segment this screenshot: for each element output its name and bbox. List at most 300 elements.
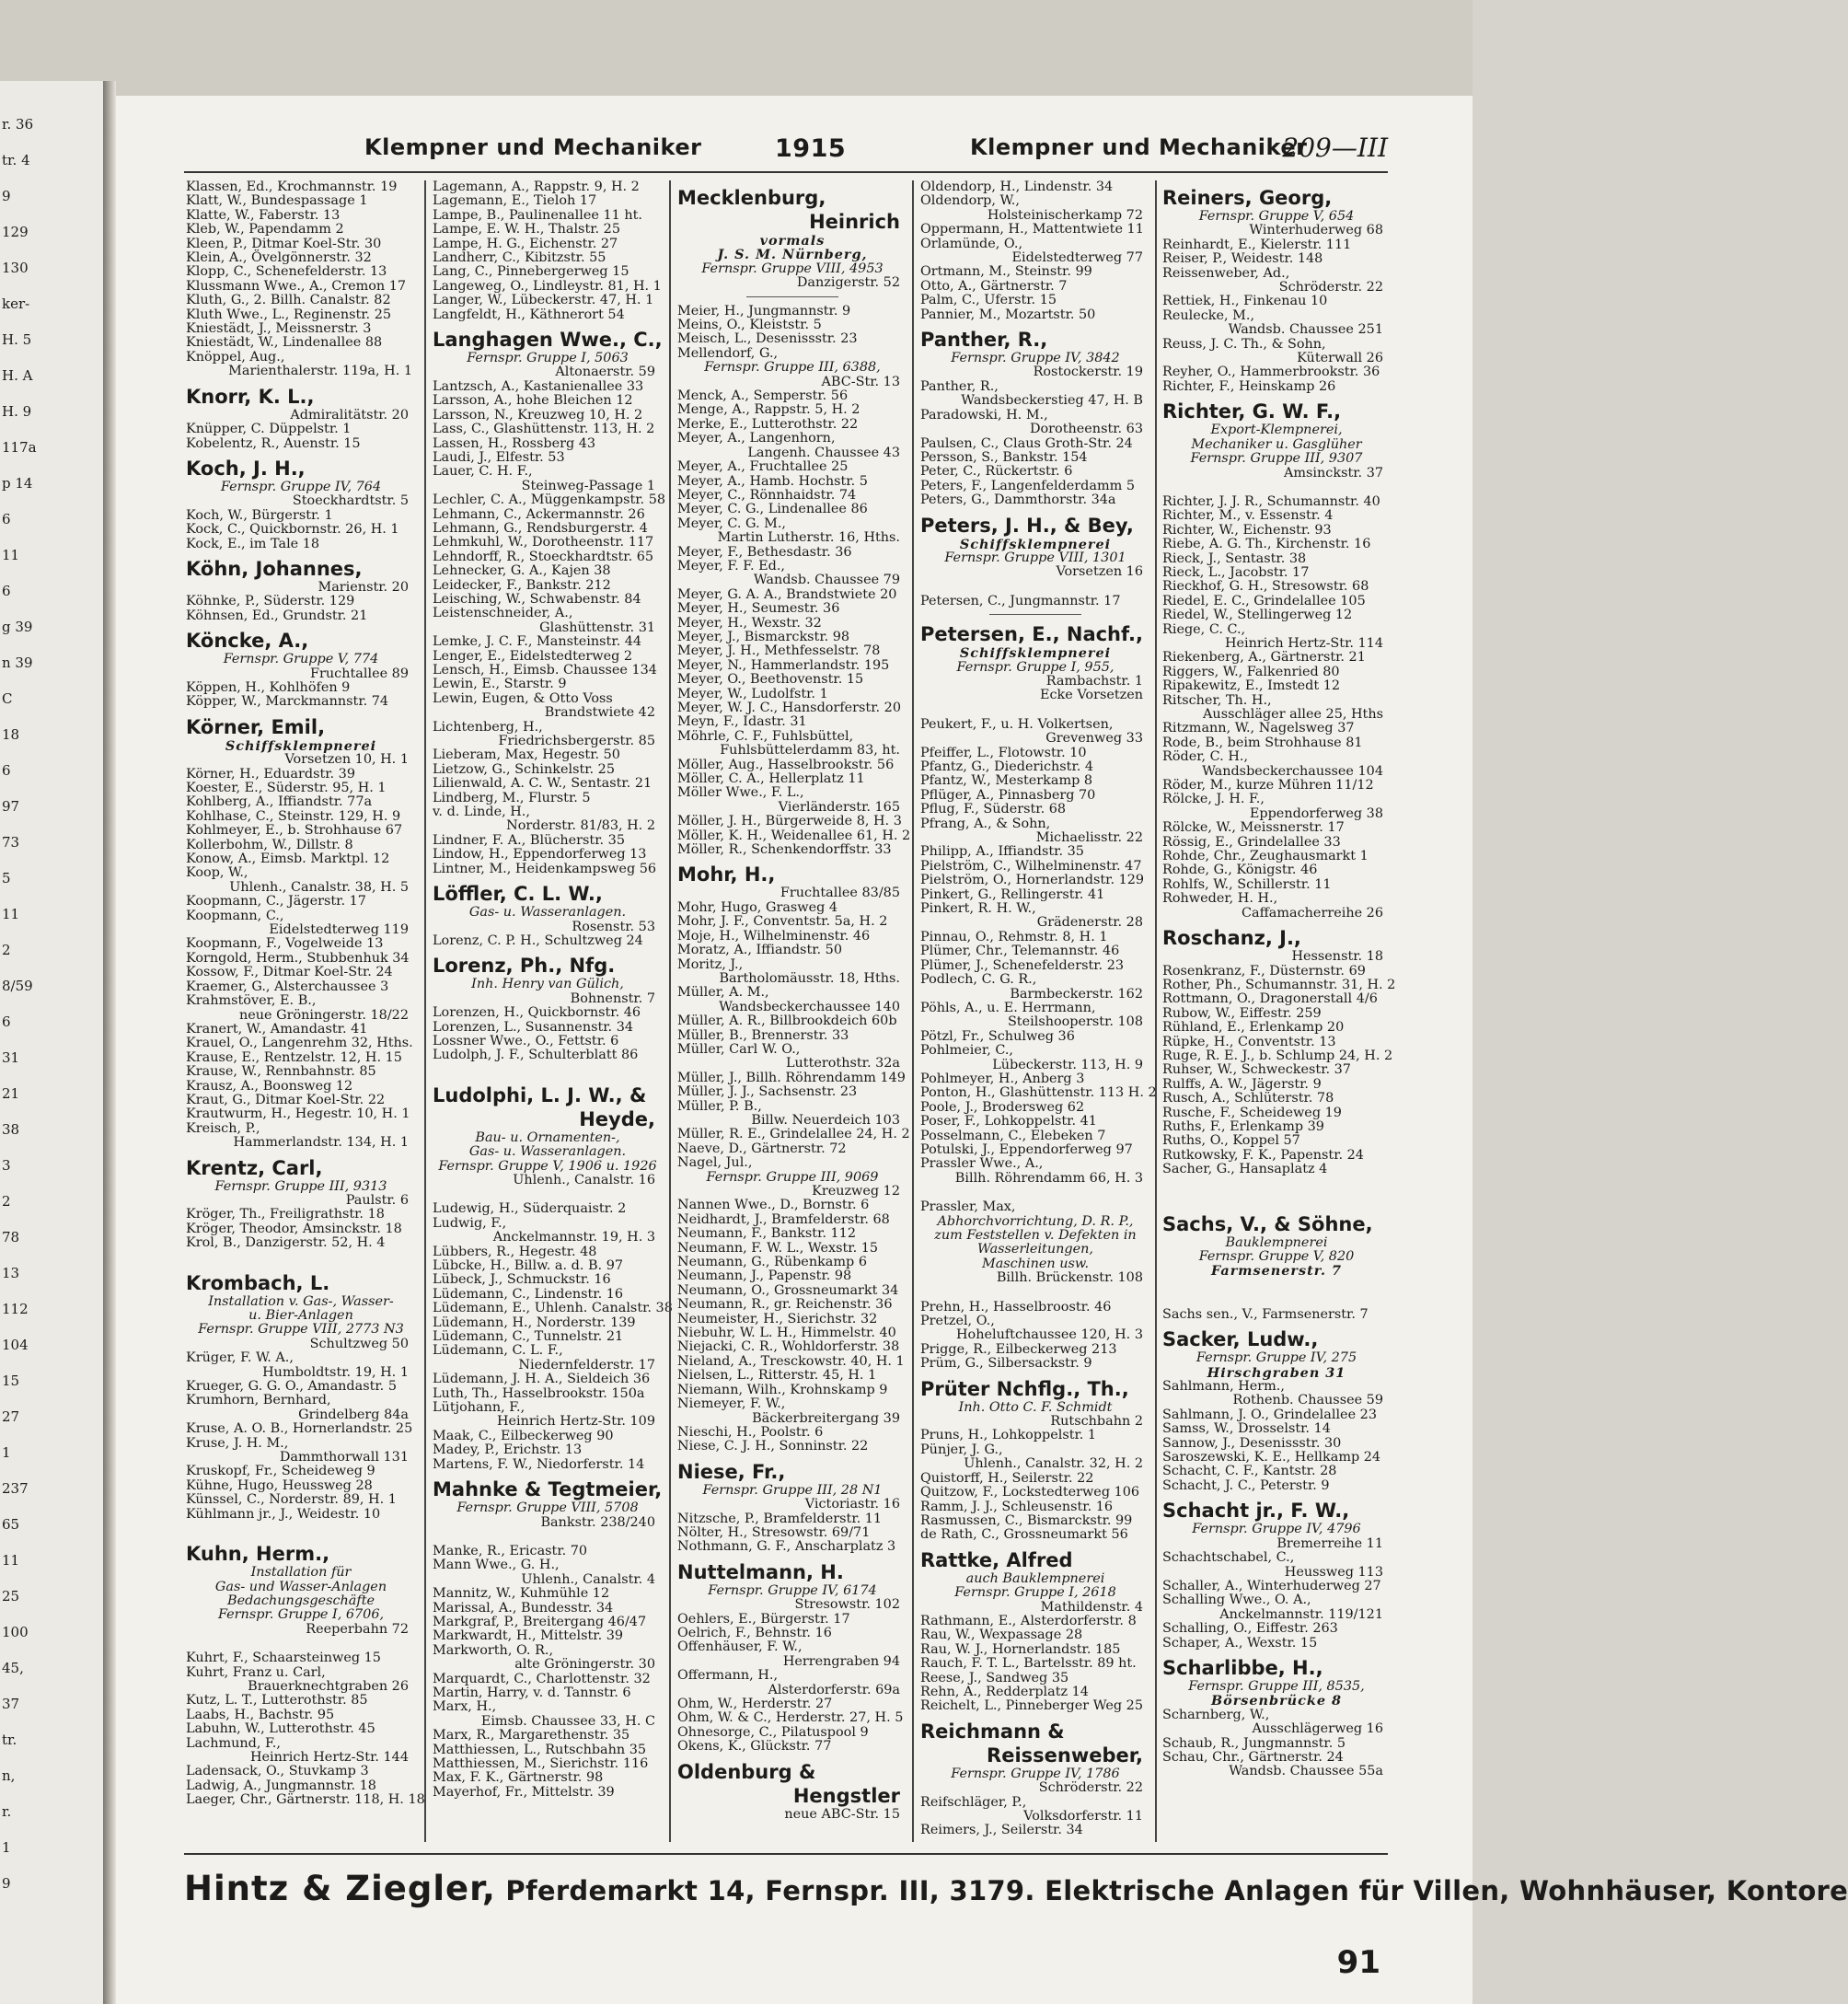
left-page-fragment: 31 (2, 1049, 20, 1066)
entry-address: Admiralitätstr. 20 (290, 407, 409, 423)
firm-note: Abhorchvorrichtung, D. R. P., (937, 1213, 1134, 1229)
listing-entry: Rettiek, H., Finkenau 10 (1162, 294, 1328, 309)
advertisement-address: Pferdemarkt 14, Fernspr. III, 3179. (505, 1875, 1035, 1906)
listing-entry: Klassen, Ed., Krochmannstr. 19 (186, 180, 398, 194)
advertisement-tagline: Elektrische Anlagen für Villen, Wohnhäuser, Kontore (1045, 1875, 1848, 1906)
entry-address: Friedrichsbergerstr. 85 (498, 734, 655, 749)
left-page-fragment: 21 (2, 1085, 20, 1102)
listing-entry: Möller, C. A., Hellerplatz 11 (677, 771, 865, 787)
listing-entry: Riege, C. C., (1162, 621, 1246, 637)
spacer (1162, 1279, 1391, 1293)
listing-entry: Quistorff, H., Seilerstr. 22 (920, 1470, 1094, 1486)
entry-address: Paulstr. 6 (345, 1192, 409, 1208)
entry-address: neue ABC-Str. 15 (784, 1806, 900, 1822)
left-page-fragment: 37 (2, 1696, 20, 1712)
listing-entry: Prüm, G., Silbersackstr. 9 (920, 1356, 1092, 1372)
entry-address: Bäckerbreitergang 39 (752, 1410, 900, 1426)
listing-entry: Riedel, E. C., Grindelallee 105 (1162, 593, 1366, 608)
listing-entry: Lorenzen, L., Susannenstr. 34 (433, 1019, 634, 1035)
listing-entry: Lüdemann, J. H. A., Sieldeich 36 (433, 1372, 651, 1387)
listing-entry: Rössig, E., Grindelallee 33 (1162, 834, 1341, 850)
entry-address: Billw. Neuerdeich 103 (751, 1112, 900, 1128)
listing-entry: Rieckhof, G. H., Stresowstr. 68 (1162, 579, 1369, 595)
listing-entry: Sacher, G., Hansaplatz 4 (1162, 1162, 1328, 1177)
listing-entry: Meyer, A., Hamb. Hochstr. 5 (677, 473, 868, 489)
firm-heading: Niese, Fr., (677, 1460, 786, 1483)
entry-address: Kreuzweg 12 (812, 1184, 900, 1199)
firm-heading: Petersen, E., Nachf., (920, 623, 1143, 646)
listing-entry: Möller, K. H., Weidenallee 61, H. 2 (677, 828, 911, 843)
listing-entry: Peters, G., Dammthorstr. 34a (920, 492, 1116, 508)
book-spine (103, 81, 116, 2004)
firm-note: Gas- u. Wasseranlagen. (468, 905, 627, 921)
entry-address: Billh. Brückenstr. 108 (996, 1270, 1143, 1286)
spacer (1162, 1192, 1391, 1207)
firm-note: zum Feststellen v. Defekten in (934, 1228, 1137, 1243)
listing-entry: Moratz, A., Iffiandstr. 50 (677, 943, 842, 958)
listing-entry: Lindow, H., Eppendorferweg 13 (433, 847, 647, 863)
listing-entry: Kock, C., Quickbornstr. 26, H. 1 (186, 522, 399, 538)
entry-address: Hessenstr. 18 (1291, 949, 1383, 965)
entry-address: Humboldtstr. 19, H. 1 (262, 1364, 409, 1380)
listing-entry: Mellendorf, G., (677, 345, 779, 361)
listing-entry: Reyher, O., Hammerbrookstr. 36 (1162, 365, 1380, 380)
listing-entry (186, 351, 416, 379)
entry-address: Schröderstr. 22 (1278, 280, 1383, 295)
listing-entry: Paradowski, H. M., (920, 407, 1048, 423)
listing-entry: Reichelt, L., Pinneberger Weg 25 (920, 1698, 1143, 1714)
listing-entry: Marx, R., Margarethenstr. 35 (433, 1728, 630, 1743)
firm-heading: Prüter Nchflg., Th., (920, 1377, 1129, 1400)
short-rule (989, 614, 1081, 615)
listing-entry: Kühne, Hugo, Heussweg 28 (186, 1477, 373, 1493)
left-page-fragment: 6 (2, 1014, 11, 1030)
entry-address: Uhlenh., Canalstr. 38, H. 5 (229, 879, 409, 895)
column-1 (186, 180, 425, 1842)
firm-heading: Peters, J. H., & Bey, (920, 514, 1134, 537)
listing-entry: Lauer, C. H. F., (433, 464, 533, 480)
listing-entry: Markwardt, H., Mittelstr. 39 (433, 1628, 624, 1644)
listing-entry: Lehmkuhl, W., Dorotheenstr. 117 (433, 535, 654, 550)
listing-entry: Rode, B., beim Strohhause 81 (1162, 735, 1363, 750)
listing-entry: Lemke, J. C. F., Mansteinstr. 44 (433, 634, 642, 650)
listing-entry: Pretzel, O., (920, 1314, 995, 1329)
listing-entry: Marquardt, C., Charlottenstr. 32 (433, 1671, 651, 1686)
entry-address: Rothenb. Chaussee 59 (1232, 1393, 1383, 1408)
page-number: 209—III (1282, 133, 1388, 163)
listing-entry: Panther, R., (920, 378, 999, 394)
column-divider (912, 180, 914, 1842)
firm-note: Gas- und Wasser-Anlagen (214, 1579, 387, 1594)
listing-entry: Moritz, J., (677, 956, 744, 972)
listing-entry: Kuhrt, F., Schaarsteinweg 15 (186, 1651, 381, 1666)
listing-entry: Koopmann, C., Jägerstr. 17 (186, 894, 366, 909)
listing-entry: Markgraf, P., Breitergang 46/47 (433, 1614, 647, 1629)
listing-entry: Neumann, F., Bankstr. 112 (677, 1226, 856, 1242)
listing-entry: Lachmund, F., (186, 1735, 281, 1751)
entry-address: Wandsbeckerchaussee 140 (719, 999, 900, 1014)
listing-entry: Lorenzen, H., Quickbornstr. 46 (433, 1005, 641, 1021)
entry-address: alte Gröningerstr. 30 (514, 1657, 655, 1673)
listing-entry: Lintner, M., Heidenkampsweg 56 (433, 861, 657, 876)
firm-heading: Sachs, V., & Söhne, (1162, 1212, 1373, 1235)
entry-address: Grädenerstr. 28 (1036, 915, 1143, 931)
left-page-fragment: g 39 (2, 619, 33, 635)
entry-address: Eidelstedterweg 119 (269, 922, 409, 938)
listing-entry: Koester, E., Süderstr. 95, H. 1 (186, 781, 387, 795)
listing-entry: Lüdemann, C., Tunnelstr. 21 (433, 1329, 624, 1345)
listing-entry: Möller Wwe., F. L., (677, 785, 804, 801)
listing-entry: Kleen, P., Ditmar Koel-Str. 30 (186, 236, 382, 251)
listing-entry: Offenhäuser, F. W., (677, 1639, 803, 1655)
column-5 (1162, 180, 1396, 1842)
firm-note-emph: Schiffsklempnerei (959, 536, 1112, 552)
firm-heading: Krombach, L. (186, 1271, 330, 1294)
entry-address: Niedernfelderstr. 17 (518, 1357, 655, 1373)
firm-heading: Köncke, A., (186, 630, 309, 653)
listing-entry: Meyer, N., Hammerlandstr. 195 (677, 657, 890, 673)
listing-entry: Mohr, Hugo, Grasweg 4 (677, 899, 838, 915)
listing-entry: Pinkert, R. H. W., (920, 901, 1036, 917)
entry-address: Grindelberg 84a (298, 1407, 409, 1422)
listing-entry: Rohlfs, W., Schillerstr. 11 (1162, 876, 1332, 892)
listing-entry: Lütjohann, F., (433, 1400, 526, 1416)
listing-entry: Neidhardt, J., Bramfelderstr. 68 (677, 1211, 890, 1227)
column-3 (677, 180, 911, 1842)
listing-entry: Schacht, C. F., Kantstr. 28 (1162, 1464, 1337, 1479)
listing-entry: Meyer, C. G. M., (677, 515, 787, 531)
listing-entry: Luth, Th., Hasselbrookstr. 150a (433, 1385, 645, 1401)
listing-entry: Neumeister, H., Sierichstr. 32 (677, 1311, 878, 1326)
left-page-fragment: 237 (2, 1480, 29, 1497)
entry-address: Hammerlandstr. 134, H. 1 (233, 1135, 409, 1151)
running-head-left: Klempner und Mechaniker (364, 134, 702, 160)
listing-entry: Mohr, J. F., Conventstr. 5a, H. 2 (677, 914, 888, 930)
listing-entry: Reese, J., Sandweg 35 (920, 1670, 1069, 1685)
firm-heading: Mohr, H., (677, 863, 776, 886)
listing-entry: Oldendorp, H., Lindenstr. 34 (920, 180, 1114, 194)
listing-entry: Merke, E., Lutterothstr. 22 (677, 416, 859, 432)
listing-entry: Ladwig, A., Jungmannstr. 18 (186, 1778, 376, 1793)
listing-entry: Niese, C. J. H., Sonninstr. 22 (677, 1439, 869, 1454)
firm-heading: Ludolphi, L. J. W., & (433, 1083, 647, 1106)
left-page-fragment: n 39 (2, 654, 33, 671)
listing-entry: Kossow, F., Ditmar Koel-Str. 24 (186, 965, 393, 980)
entry-address: Stoeckhardtstr. 5 (292, 493, 409, 509)
spacer (920, 703, 1150, 718)
entry-address: Martin Lutherstr. 16, Hths. (717, 530, 900, 546)
listing-entry: Ponton, H., Glashüttenstr. 113 H. 2 (920, 1085, 1157, 1101)
entry-address: Holsteinischerkamp 72 (987, 207, 1143, 223)
listing-entry: Köppen, H., Kohlhöfen 9 (186, 679, 351, 695)
entry-address: Schultzweg 50 (309, 1336, 409, 1351)
entry-address: Uhlenh., Canalstr. 16 (513, 1172, 655, 1187)
left-page-fragment: 11 (2, 1552, 20, 1569)
spacer (186, 1522, 416, 1536)
listing-entry: Rother, Ph., Schumannstr. 31, H. 2 (1162, 977, 1396, 992)
listing-entry: Kock, E., im Tale 18 (186, 536, 320, 551)
listing-entry: Meyer, W., Ludolfstr. 1 (677, 686, 828, 701)
listing-entry: Lewin, Eugen, & Otto Voss (433, 690, 613, 706)
firm-heading: Lorenz, Ph., Nfg. (433, 955, 616, 978)
column-divider (1155, 180, 1157, 1842)
entry-address: Lübeckerstr. 113, H. 9 (992, 1057, 1143, 1072)
firm-note-emph: Hirschgraben 31 (1207, 1364, 1346, 1381)
listing-entry: Rusch, A., Schlüterstr. 78 (1162, 1091, 1334, 1106)
listing-entry: Prassler, Max, (920, 1199, 1016, 1215)
listing-entry: Lüdemann, E., Uhlenh. Canalstr. 38 (433, 1301, 673, 1316)
listing-entry: Koopmann, C., (186, 908, 284, 923)
listing-entry: Lechler, C. A., Müggenkampstr. 58 (433, 492, 666, 508)
entry-address: Anckelmannstr. 119/121 (1219, 1606, 1383, 1622)
column-divider (424, 180, 426, 1842)
entry-address: Wandsb. Chaussee 55a (1229, 1764, 1383, 1779)
entry-address: Ausschläger allee 25, Hths (1203, 707, 1383, 722)
firm-note: Installation v. Gas-, Wasser- (208, 1293, 394, 1309)
entry-address: Fruchtallee 89 (310, 666, 409, 681)
listing-entry: Meyer, F. F. Ed., (677, 558, 785, 573)
listing-entry: Kreisch, P., (186, 1120, 260, 1136)
firm-heading: Rattke, Alfred (920, 1548, 1073, 1571)
entry-address: Heussweg 113 (1284, 1564, 1383, 1580)
running-head-right: Klempner und Mechaniker (970, 134, 1308, 160)
entry-address: ABC-Str. 13 (821, 374, 900, 389)
listing-entry: Krause, W., Rennbahnstr. 85 (186, 1064, 376, 1080)
firm-note: Fernspr. Gruppe VIII, 2773 N3 (198, 1322, 404, 1338)
entry-address: Marienthalerstr. 119a, H. 1 (228, 364, 412, 379)
entry-address: Anckelmannstr. 19, H. 3 (492, 1230, 655, 1245)
listing-entry: Reiser, P., Weidestr. 148 (1162, 251, 1323, 267)
listing-entry: Lantzsch, A., Kastanienallee 33 (433, 378, 644, 394)
entry-address: Wandsbeckerstieg 47, H. B (961, 393, 1143, 409)
listing-entry: Richter, W., Eichenstr. 93 (1162, 522, 1332, 538)
bottom-page-number: 91 (1336, 1944, 1380, 1981)
listing-entry: Sannow, J., Desenissstr. 30 (1162, 1435, 1342, 1451)
listing-entry: Ladensack, O., Stuvkamp 3 (186, 1764, 369, 1779)
entry-address: Bremerreihe 11 (1276, 1535, 1383, 1551)
listing-entry: Ludwig, F., (433, 1215, 507, 1231)
entry-address: Rostockerstr. 19 (1033, 365, 1143, 380)
short-rule (746, 296, 838, 297)
left-page-fragment: 1 (2, 1444, 11, 1461)
listing-entry: Oelrich, F., Behnstr. 16 (677, 1625, 832, 1640)
firm-note: Fernspr. Gruppe I, 5063 (467, 351, 629, 366)
listing-entry: Lass, C., Glashüttenstr. 113, H. 2 (433, 422, 655, 437)
listing-entry: Langer, W., Lübeckerstr. 47, H. 1 (433, 293, 654, 308)
listing-entry: Offermann, H., (677, 1668, 779, 1684)
listing-entry: Kröger, Th., Freiligrathstr. 18 (186, 1207, 385, 1222)
listing-entry: Paulsen, C., Claus Groth-Str. 24 (920, 435, 1133, 451)
listing-entry: Martin, Harry, v. d. Tannstr. 6 (433, 1685, 631, 1700)
listing-entry: Nieschi, H., Poolstr. 6 (677, 1424, 824, 1440)
entry-name: Knöppel, Aug., (186, 349, 285, 365)
entry-address: Brauerknechtgraben 26 (248, 1678, 409, 1694)
left-page-fragment: 9 (2, 188, 11, 204)
listing-entry: Naeve, D., Gärtnerstr. 72 (677, 1141, 847, 1156)
left-page-fragment: n, (2, 1767, 16, 1784)
listing-entry: Nannen Wwe., D., Bornstr. 6 (677, 1198, 870, 1213)
listing-entry: Klopp, C., Schenefelderstr. 13 (186, 264, 387, 280)
header-rule (184, 171, 1388, 173)
listing-entry: Kohlberg, A., Iffiandstr. 77a (186, 794, 373, 810)
firm-heading: Kuhn, Herm., (186, 1543, 330, 1566)
listing-entry: Niebuhr, W. L. H., Himmelstr. 40 (677, 1326, 896, 1341)
entry-address: Eidelstedterweg 77 (1011, 250, 1143, 266)
listing-entry: Krautwurm, H., Hegestr. 10, H. 1 (186, 1106, 410, 1122)
entry-address: Dammthorwall 131 (279, 1450, 409, 1465)
listing-entry: Niemeyer, F. W., (677, 1396, 786, 1412)
listing-entry: Leidecker, F., Bankstr. 212 (433, 577, 611, 593)
listing-entry: Meyn, F., Idastr. 31 (677, 714, 807, 730)
listing-entry: Oehlers, E., Bürgerstr. 17 (677, 1611, 850, 1627)
listing-entry: Rieck, L., Jacobstr. 17 (1162, 564, 1310, 580)
listing-entry: Körner, H., Eduardstr. 39 (186, 766, 355, 782)
listing-entry: Menck, A., Semperstr. 56 (677, 388, 849, 404)
listing-entry: Rauch, F. T. L., Bartelsstr. 89 ht. (920, 1656, 1137, 1672)
entry-address: Steilshooperstr. 108 (1007, 1014, 1143, 1030)
listing-entry: Lewin, E., Starstr. 9 (433, 677, 567, 692)
left-page-fragment: 73 (2, 834, 20, 851)
entry-address: Marienstr. 20 (318, 579, 409, 595)
entry-address: Wandsb. Chaussee 79 (753, 573, 900, 588)
listing-entry: Martens, F. W., Niedorferstr. 14 (433, 1456, 645, 1472)
left-page-fragment: 3 (2, 1157, 11, 1174)
entry-address: Küterwall 26 (1297, 351, 1383, 366)
listing-entry: Rüpke, H., Conventstr. 13 (1162, 1034, 1336, 1049)
listing-entry: Nothmann, G. F., Anscharplatz 3 (677, 1539, 896, 1555)
listing-entry: Lüdemann, H., Norderstr. 139 (433, 1315, 636, 1330)
listing-entry: Lilienwald, A. C. W., Sentastr. 21 (433, 776, 653, 792)
spacer (920, 1186, 1150, 1200)
listing-entry: Neumann, R., gr. Reichenstr. 36 (677, 1297, 893, 1313)
listing-entry: Ludolph, J. F., Schulterblatt 86 (433, 1048, 639, 1063)
listing-entry: Laeger, Chr., Gärtnerstr. 118, H. 18 (186, 1792, 425, 1808)
listing-entry: Krauel, O., Langenrehm 32, Hths. (186, 1036, 413, 1051)
listing-entry: Kniestädt, J., Meissnerstr. 3 (186, 321, 372, 337)
listing-entry: Kranert, W., Amandastr. 41 (186, 1021, 368, 1037)
listing-entry: Meisch, L., Desenissstr. 23 (677, 331, 858, 347)
listing-entry: Möller, J. H., Bürgerweide 8, H. 3 (677, 814, 902, 829)
listing-entry: Riekenberg, A., Gärtnerstr. 21 (1162, 650, 1366, 666)
listing-entry: Ruths, F., Erlenkamp 39 (1162, 1118, 1324, 1134)
entry-address: Eppendorferweg 38 (1249, 805, 1383, 821)
spacer (186, 1251, 416, 1266)
entry-address: Uhlenh., Canalstr. 32, H. 2 (964, 1456, 1143, 1472)
firm-note: Fernspr. Gruppe VIII, 5708 (456, 1500, 639, 1516)
left-page-fragment: 130 (2, 260, 29, 276)
listing-entry: Marissal, A., Bundesstr. 34 (433, 1600, 614, 1616)
listing-entry: Schacht, J. C., Peterstr. 9 (1162, 1477, 1330, 1493)
listing-entry: Knüpper, C. Düppelstr. 1 (186, 422, 352, 437)
listing-entry: Niemann, Wilh., Krohnskamp 9 (677, 1382, 888, 1397)
listing-entry: Oldendorp, W., (920, 193, 1020, 209)
listing-entry: Köhnke, P., Süderstr. 129 (186, 594, 355, 609)
firm-heading: Knorr, K. L., (186, 385, 315, 408)
firm-note: Fernspr. Gruppe III, 9313 (214, 1178, 387, 1194)
listing-entry: Madey, P., Erichstr. 13 (433, 1442, 583, 1458)
firm-note: Fernspr. Gruppe III, 9307 (1190, 451, 1363, 467)
listing-entry: Pfeiffer, L., Flotowstr. 10 (920, 745, 1087, 760)
firm-heading: Richter, G. W. F., (1162, 400, 1342, 423)
firm-note: auch Bauklempnerei (965, 1570, 1105, 1586)
left-page-fragment: 2 (2, 942, 11, 958)
listing-entry: Petersen, C., Jungmannstr. 17 (920, 593, 1121, 608)
listing-entry: Okens, K., Glückstr. 77 (677, 1739, 832, 1755)
firm-note: Bau- u. Ornamenten-, (475, 1129, 620, 1145)
listing-entry: Koop, W., (186, 865, 248, 881)
left-page-fragment: 8/59 (2, 978, 33, 994)
firm-note: Fernspr. Gruppe III, 9069 (706, 1169, 879, 1185)
listing-entry: Meyer, W. J. C., Hansdorferstr. 20 (677, 701, 901, 715)
listing-entry: Klatt, W., Bundespassage 1 (186, 193, 368, 209)
listing-entry: Langeweg, O., Lindleystr. 81, H. 1 (433, 278, 662, 294)
entry-address: Winterhuderweg 68 (1249, 223, 1383, 238)
listing-entry: Otto, A., Gärtnerstr. 7 (920, 278, 1068, 294)
firm-heading: Oldenburg & (677, 1760, 816, 1783)
listing-entry: Kobelentz, R., Auenstr. 15 (186, 435, 361, 451)
left-page-fragment: 25 (2, 1588, 20, 1604)
listing-entry: Moje, H., Wilhelminenstr. 46 (677, 928, 871, 944)
listing-entry: Kruskopf, Fr., Scheideweg 9 (186, 1464, 375, 1479)
listing-entry: Krausz, A., Boonsweg 12 (186, 1078, 353, 1094)
firm-note: Inh. Otto C. F. Schmidt (958, 1399, 1113, 1415)
spacer (1162, 1293, 1391, 1308)
spacer (920, 580, 1150, 595)
left-page-fragment: tr. (2, 1732, 17, 1748)
entry-address: Barmbeckerstr. 162 (1010, 986, 1143, 1002)
listing-entry: Schalling Wwe., O. A., (1162, 1593, 1311, 1608)
listing-entry: Riebe, A. G. Th., Kirchenstr. 16 (1162, 537, 1371, 552)
entry-address: Hoheluftchaussee 120, H. 3 (955, 1327, 1143, 1343)
listing-entry: Kruse, A. O. B., Hornerlandstr. 25 (186, 1421, 413, 1437)
listing-entry: Sahlmann, J. O., Grindelallee 23 (1162, 1407, 1377, 1422)
listing-entry: Ruths, O., Koppel 57 (1162, 1133, 1300, 1149)
listing-entry: Lübbers, R., Hegestr. 48 (433, 1244, 597, 1259)
entry-address: Rambachstr. 1 (1045, 673, 1143, 689)
listing-entry: Nielsen, L., Ritterstr. 45, H. 1 (677, 1368, 877, 1384)
listing-entry: Nieland, A., Tresckowstr. 40, H. 1 (677, 1353, 905, 1369)
left-page-fragment: 45, (2, 1660, 24, 1676)
listing-entry: Reimers, J., Seilerstr. 34 (920, 1823, 1083, 1838)
listing-entry: Poole, J., Brodersweg 62 (920, 1099, 1085, 1115)
listing-entry: Ludewig, H., Süderquaistr. 2 (433, 1201, 627, 1217)
firm-note: Fernspr. Gruppe V, 820 (1198, 1249, 1355, 1264)
listing-entry: Kuhrt, Franz u. Carl, (186, 1664, 326, 1680)
firm-heading-cont: Reissenweber, (987, 1743, 1143, 1767)
left-page-fragment: p 14 (2, 475, 33, 492)
listing-entry: Meyer, C. G., Lindenallee 86 (677, 502, 868, 517)
listing-entry: Philipp, A., Iffiandstr. 35 (920, 844, 1084, 860)
listing-entry: Rau, W., Wexpassage 28 (920, 1628, 1083, 1643)
listing-entry: Müller, J., Billh. Röhrendamm 149 (677, 1070, 906, 1085)
listing-entry: Lüdemann, C. L. F., (433, 1343, 563, 1359)
listing-entry: Köpper, W., Marckmannstr. 74 (186, 694, 389, 710)
entry-address: Altonaerstr. 59 (555, 365, 655, 380)
listing-entry: Müller, Carl W. O., (677, 1041, 801, 1057)
listing-entry: Matthiessen, L., Rutschbahn 35 (433, 1742, 647, 1757)
listing-entry: Möller, Aug., Hasselbrookstr. 56 (677, 757, 895, 772)
advertisement-footer (184, 1869, 1848, 1908)
left-page-fragment: 11 (2, 547, 20, 563)
listing-entry: Lindberg, M., Flurstr. 5 (433, 790, 591, 805)
left-page-fragment: C (2, 690, 13, 707)
listing-entry: Krause, E., Rentzelstr. 12, H. 15 (186, 1049, 402, 1065)
column-2 (433, 180, 673, 1842)
firm-note: Bauklempnerei (1225, 1234, 1328, 1250)
listing-entry: Lehmann, C., Ackermannstr. 26 (433, 506, 645, 522)
listing-entry: Pflüger, A., Pinnasberg 70 (920, 787, 1096, 803)
listing-entry: Nitzsche, P., Bramfelderstr. 11 (677, 1511, 883, 1526)
